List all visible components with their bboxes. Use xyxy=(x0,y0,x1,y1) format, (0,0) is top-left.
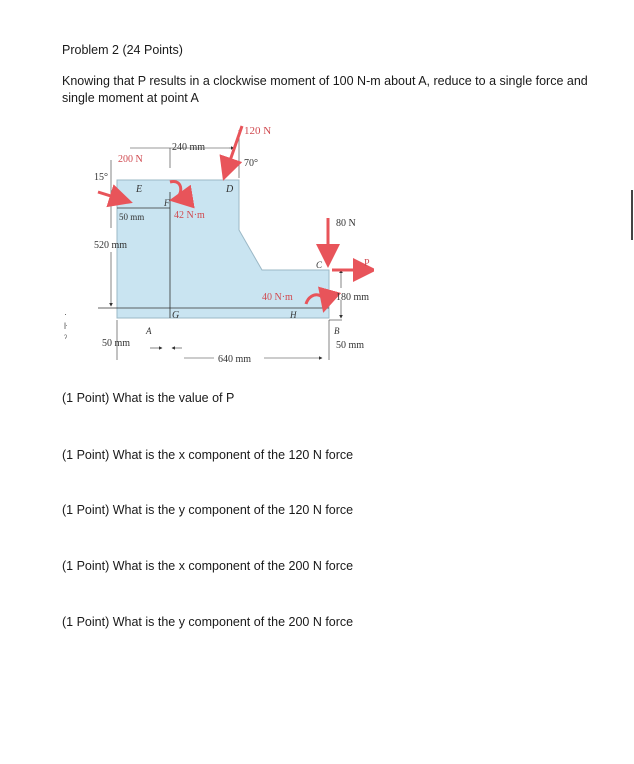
question-200-x: (1 Point) What is the x component of the 200 N force xyxy=(62,559,354,573)
label-angle-70: 70° xyxy=(244,158,258,169)
statement-line-1: Knowing that P results in a clockwise moment of 100 N-m about A, reduce to a single force and xyxy=(62,74,588,88)
question-200-y: (1 Point) What is the y component of the 200 N force xyxy=(62,615,354,629)
label-dim-50-right: 50 mm xyxy=(336,340,365,351)
problem-statement xyxy=(62,73,612,107)
label-point-b: B xyxy=(334,326,340,336)
label-dim-520: 520 mm xyxy=(94,240,128,251)
label-point-d: D xyxy=(226,184,234,195)
label-moment-40: 40 N·m xyxy=(262,292,293,303)
label-point-c: C xyxy=(316,260,323,270)
page-edge-bar xyxy=(631,190,633,240)
label-point-f: F xyxy=(164,198,170,208)
label-dim-50-left: 50 mm xyxy=(102,338,131,349)
label-force-80: 80 N xyxy=(336,218,356,229)
label-force-200: 200 N xyxy=(118,154,143,165)
label-dim-640: 640 mm xyxy=(218,354,252,365)
label-p: P xyxy=(364,258,370,269)
label-dim-50-top: 50 mm xyxy=(119,212,145,222)
label-force-120: 120 N xyxy=(244,125,272,137)
question-p-value: (1 Point) What is the value of P xyxy=(62,391,235,405)
label-dim-180: 180 mm xyxy=(336,292,370,303)
label-point-h: H xyxy=(290,310,297,320)
label-point-g: G xyxy=(172,310,180,321)
label-moment-42: 42 N·m xyxy=(174,210,205,221)
problem-title: Problem 2 (24 Points) xyxy=(62,43,183,57)
l-bracket-body xyxy=(117,180,329,318)
label-angle-15: 15° xyxy=(94,172,108,183)
margin-marks: · ŀ ˀ xyxy=(64,309,68,343)
statement-line-2: single moment at point A xyxy=(62,91,199,105)
label-dim-240: 240 mm xyxy=(172,142,206,153)
label-point-a: A xyxy=(146,326,152,336)
question-120-y: (1 Point) What is the y component of the 120 N force xyxy=(62,503,354,517)
label-point-e: E xyxy=(136,184,143,195)
question-120-x: (1 Point) What is the x component of the 120 N force xyxy=(62,448,354,462)
mechanics-figure xyxy=(84,120,374,370)
